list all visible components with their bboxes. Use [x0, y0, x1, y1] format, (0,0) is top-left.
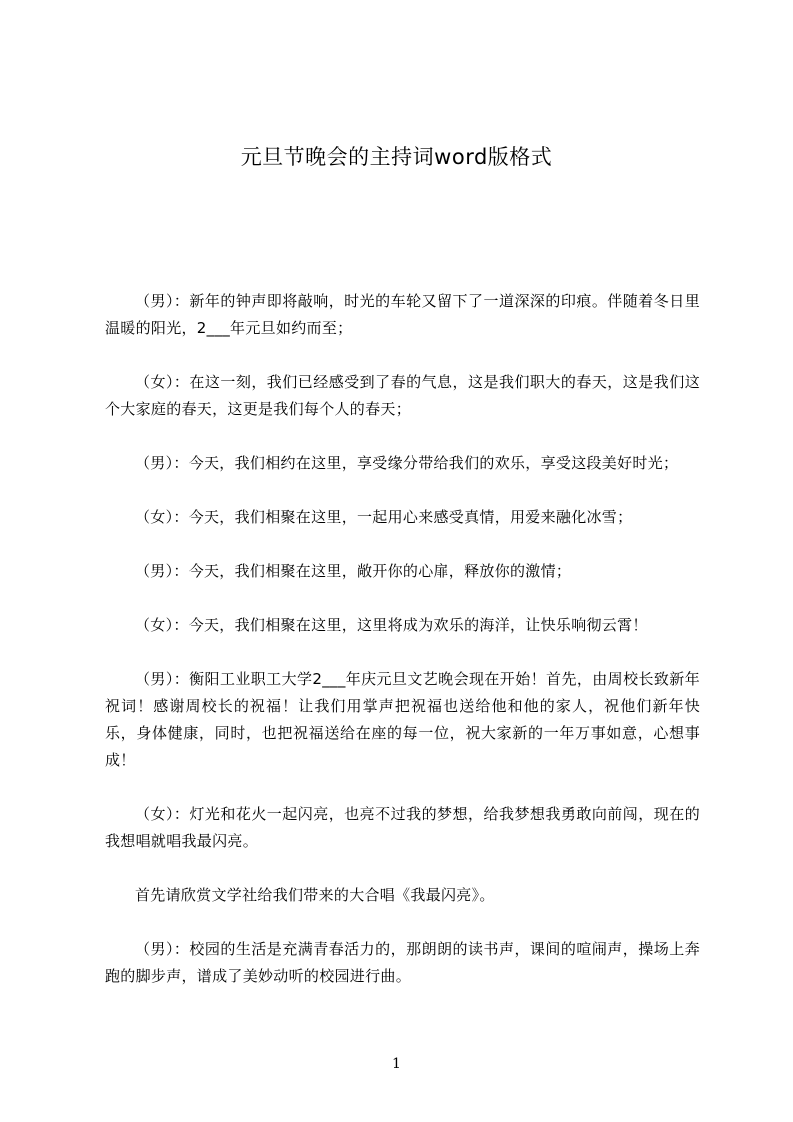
paragraph: 首先请欣赏文学社给我们带来的大合唱《我最闪亮》。 [135, 886, 495, 904]
document-body [105, 288, 700, 1017]
paragraph: （女）：今天，我们相聚在这里，这里将成为欢乐的海洋，让快乐响彻云霄！ [135, 616, 648, 634]
paragraph: （男）：衡阳工业职工大学2___年庆元旦文艺晚会现在开始！首先，由周校长致新年祝词！感谢周校长的祝福！让我们用掌声把祝福也送给他和他的家人，祝他们新年快乐，身体健康，同时，也把祝福送给在座的每一位，祝大家新的一年万事如意，心想事成！ [105, 670, 700, 769]
document-title: 元旦节晚会的主持词word版格式 [240, 145, 553, 169]
paragraph: （男）：今天，我们相约在这里，享受缘分带给我们的欢乐，享受这段美好时光； [135, 454, 679, 472]
paragraph: （男）：今天，我们相聚在这里，敞开你的心扉，释放你的激情； [135, 562, 572, 580]
page-number: 1 [392, 1056, 401, 1072]
paragraph: （女）：灯光和花火一起闪亮，也亮不过我的梦想，给我梦想我勇敢向前闯，现在的我想唱就唱我最闪亮。 [105, 805, 700, 850]
paragraph: （男）：校园的生活是充满青春活力的，那朗朗的读书声，课间的喧闹声，操场上奔跑的脚步声，谱成了美妙动听的校园进行曲。 [105, 940, 700, 985]
paragraph: （男）：新年的钟声即将敲响，时光的车轮又留下了一道深深的印痕。伴随着冬日里温暖的阳光，2___年元旦如约而至； [105, 292, 700, 337]
paragraph: （女）：在这一刻，我们已经感受到了春的气息，这是我们职大的春天，这是我们这个大家庭的春天，这更是我们每个人的春天； [105, 373, 700, 418]
paragraph: （女）：今天，我们相聚在这里，一起用心来感受真情，用爱来融化冰雪； [135, 508, 633, 526]
